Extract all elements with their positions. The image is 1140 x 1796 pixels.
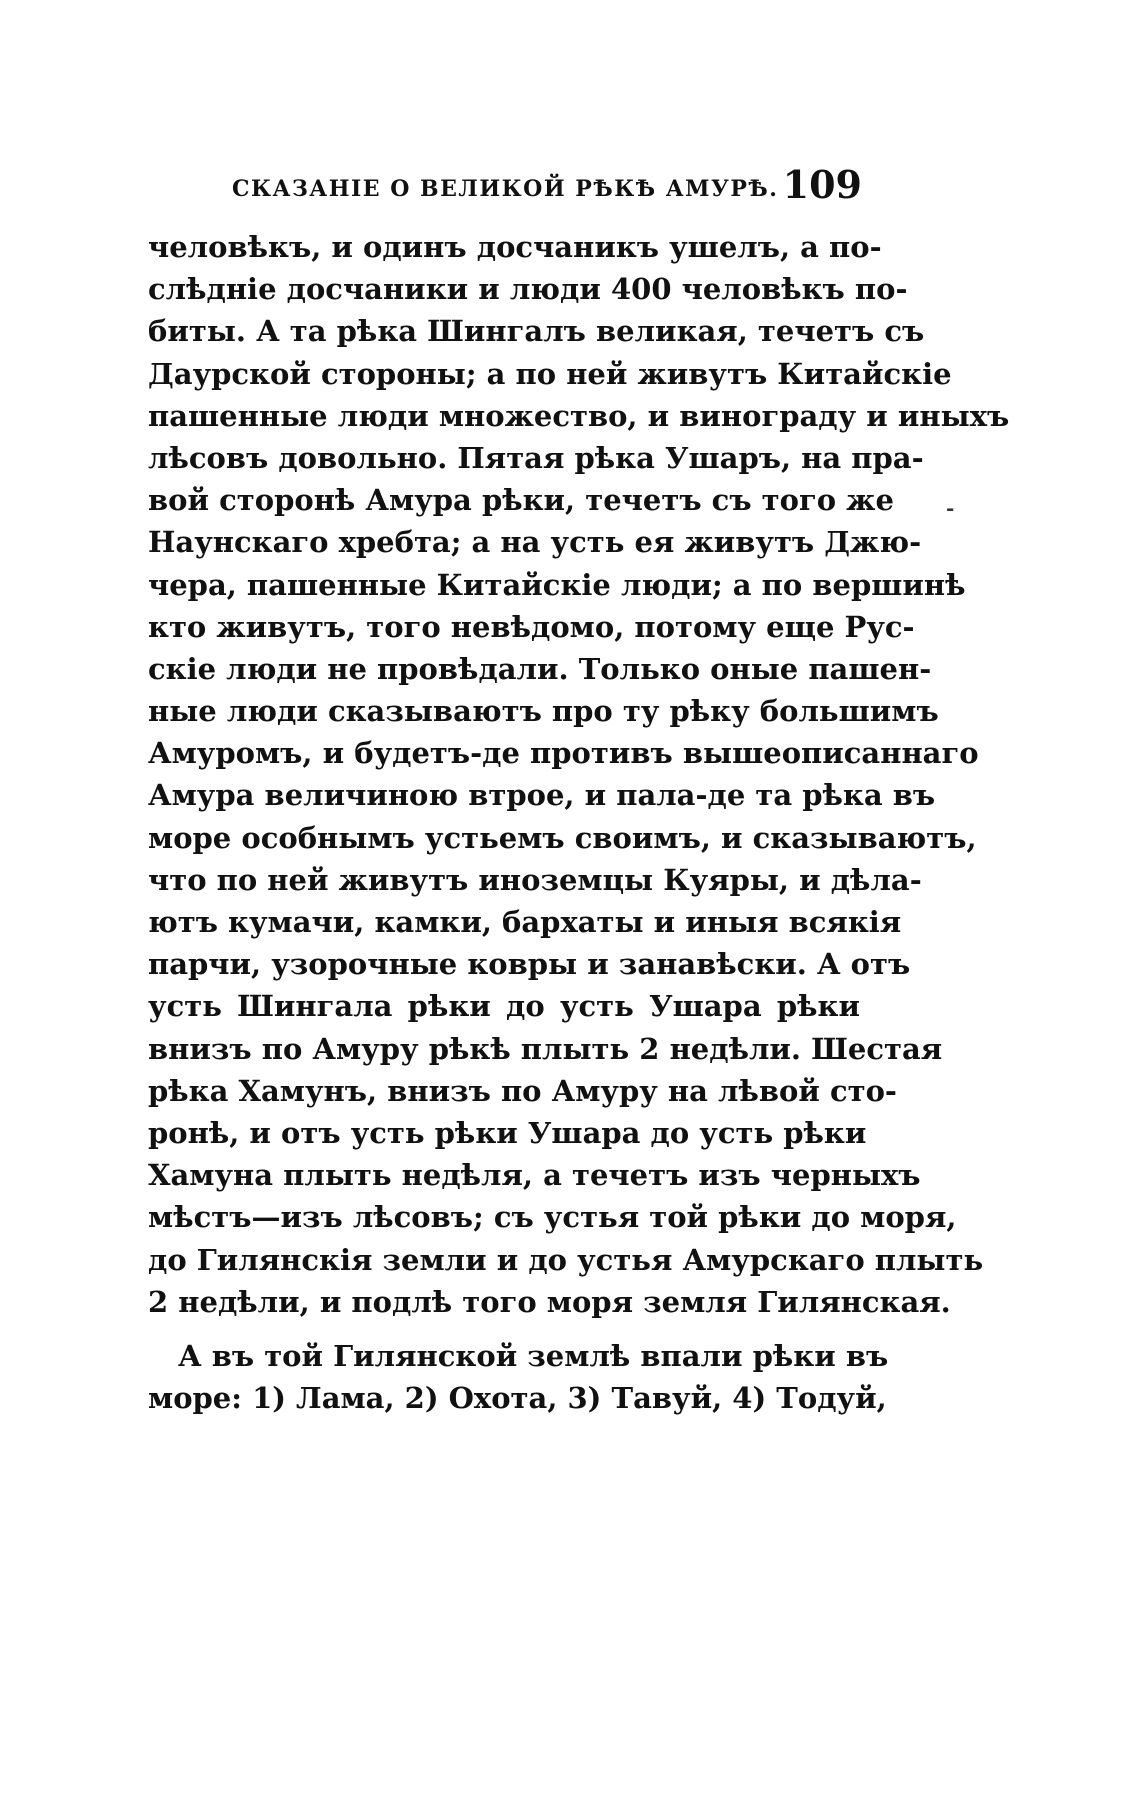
text-line: ные люди сказываютъ про ту рѣку большимъ — [148, 694, 939, 729]
text-line: мѣстъ—изъ лѣсовъ; съ устья той рѣки до моря, — [148, 1200, 957, 1235]
text-line: до Гилянскія земли и до устья Амурскаго плыть — [148, 1242, 984, 1277]
text-line: рѣка Хамунъ, внизъ по Амуру на лѣвой сто- — [148, 1073, 897, 1108]
paragraph-gap — [148, 1323, 860, 1335]
body-text — [148, 226, 1010, 1419]
text-line: Хамуна плыть недѣля, а течетъ изъ черныхъ — [148, 1158, 921, 1193]
text-line: Наунскаго хребта; а на усть ея живутъ Джю- — [148, 525, 922, 560]
text-line: внизъ по Амуру рѣкѣ плыть 2 недѣли. Шестая — [148, 1031, 943, 1066]
text-line: человѣкъ, и одинъ досчаникъ ушелъ, а по- — [148, 230, 882, 264]
text-line: вой сторонѣ Амура рѣки, течетъ съ того же — [148, 483, 894, 518]
margin-mark: - — [946, 496, 955, 520]
text-line: чера, пашенные Китайскіе люди; а по вершинѣ — [148, 567, 966, 602]
text-line: пашенные люди множество, и винограду и иныхъ — [148, 398, 1010, 433]
paragraph-1 — [148, 226, 1010, 1323]
text-line: А въ той Гилянской землѣ впали рѣки въ — [178, 1338, 889, 1373]
text-line: 2 недѣли, и подлѣ того моря земля Гилянская. — [148, 1284, 951, 1319]
page-header — [232, 162, 862, 210]
text-line: ютъ кумачи, камки, бархаты и иныя всякія — [148, 905, 902, 939]
text-line: Амура величиною втрое, и пала-де та рѣка въ — [148, 778, 936, 813]
text-line: Амуромъ, и будетъ-де противъ вышеописаннаго — [148, 736, 979, 771]
text-line: усть Шингала рѣки до усть Ушара рѣки — [148, 989, 860, 1024]
text-line: что по ней живутъ иноземцы Куяры, и дѣла- — [148, 862, 922, 897]
page-number: 109 — [782, 162, 862, 207]
running-title: СКАЗАНІЕ О ВЕЛИКОЙ РѢКѢ АМУРѢ. — [232, 176, 779, 202]
text-line: море особнымъ устьемъ своимъ, и сказываютъ, — [148, 820, 977, 855]
text-line: биты. А та рѣка Шингалъ великая, течетъ съ — [148, 314, 925, 349]
text-line: кто живутъ, того невѣдомо, потому еще Рус- — [148, 609, 915, 644]
text-line: ронѣ, и отъ усть рѣки Ушара до усть рѣки — [148, 1115, 867, 1150]
text-line: Даурской стороны; а по ней живутъ Китайскіе — [148, 356, 952, 391]
text-line: лѣсовъ довольно. Пятая рѣка Ушаръ, на пра- — [148, 440, 924, 475]
paragraph-2 — [148, 1335, 889, 1419]
text-line: слѣдніе досчаники и люди 400 человѣкъ по- — [148, 272, 908, 307]
text-line: скіе люди не провѣдали. Только оные пашен- — [148, 651, 932, 686]
text-line: море: 1) Лама, 2) Охота, 3) Тавуй, 4) Тодуй, — [148, 1381, 887, 1416]
text-line: парчи, узорочные ковры и занавѣски. А отъ — [148, 947, 911, 982]
